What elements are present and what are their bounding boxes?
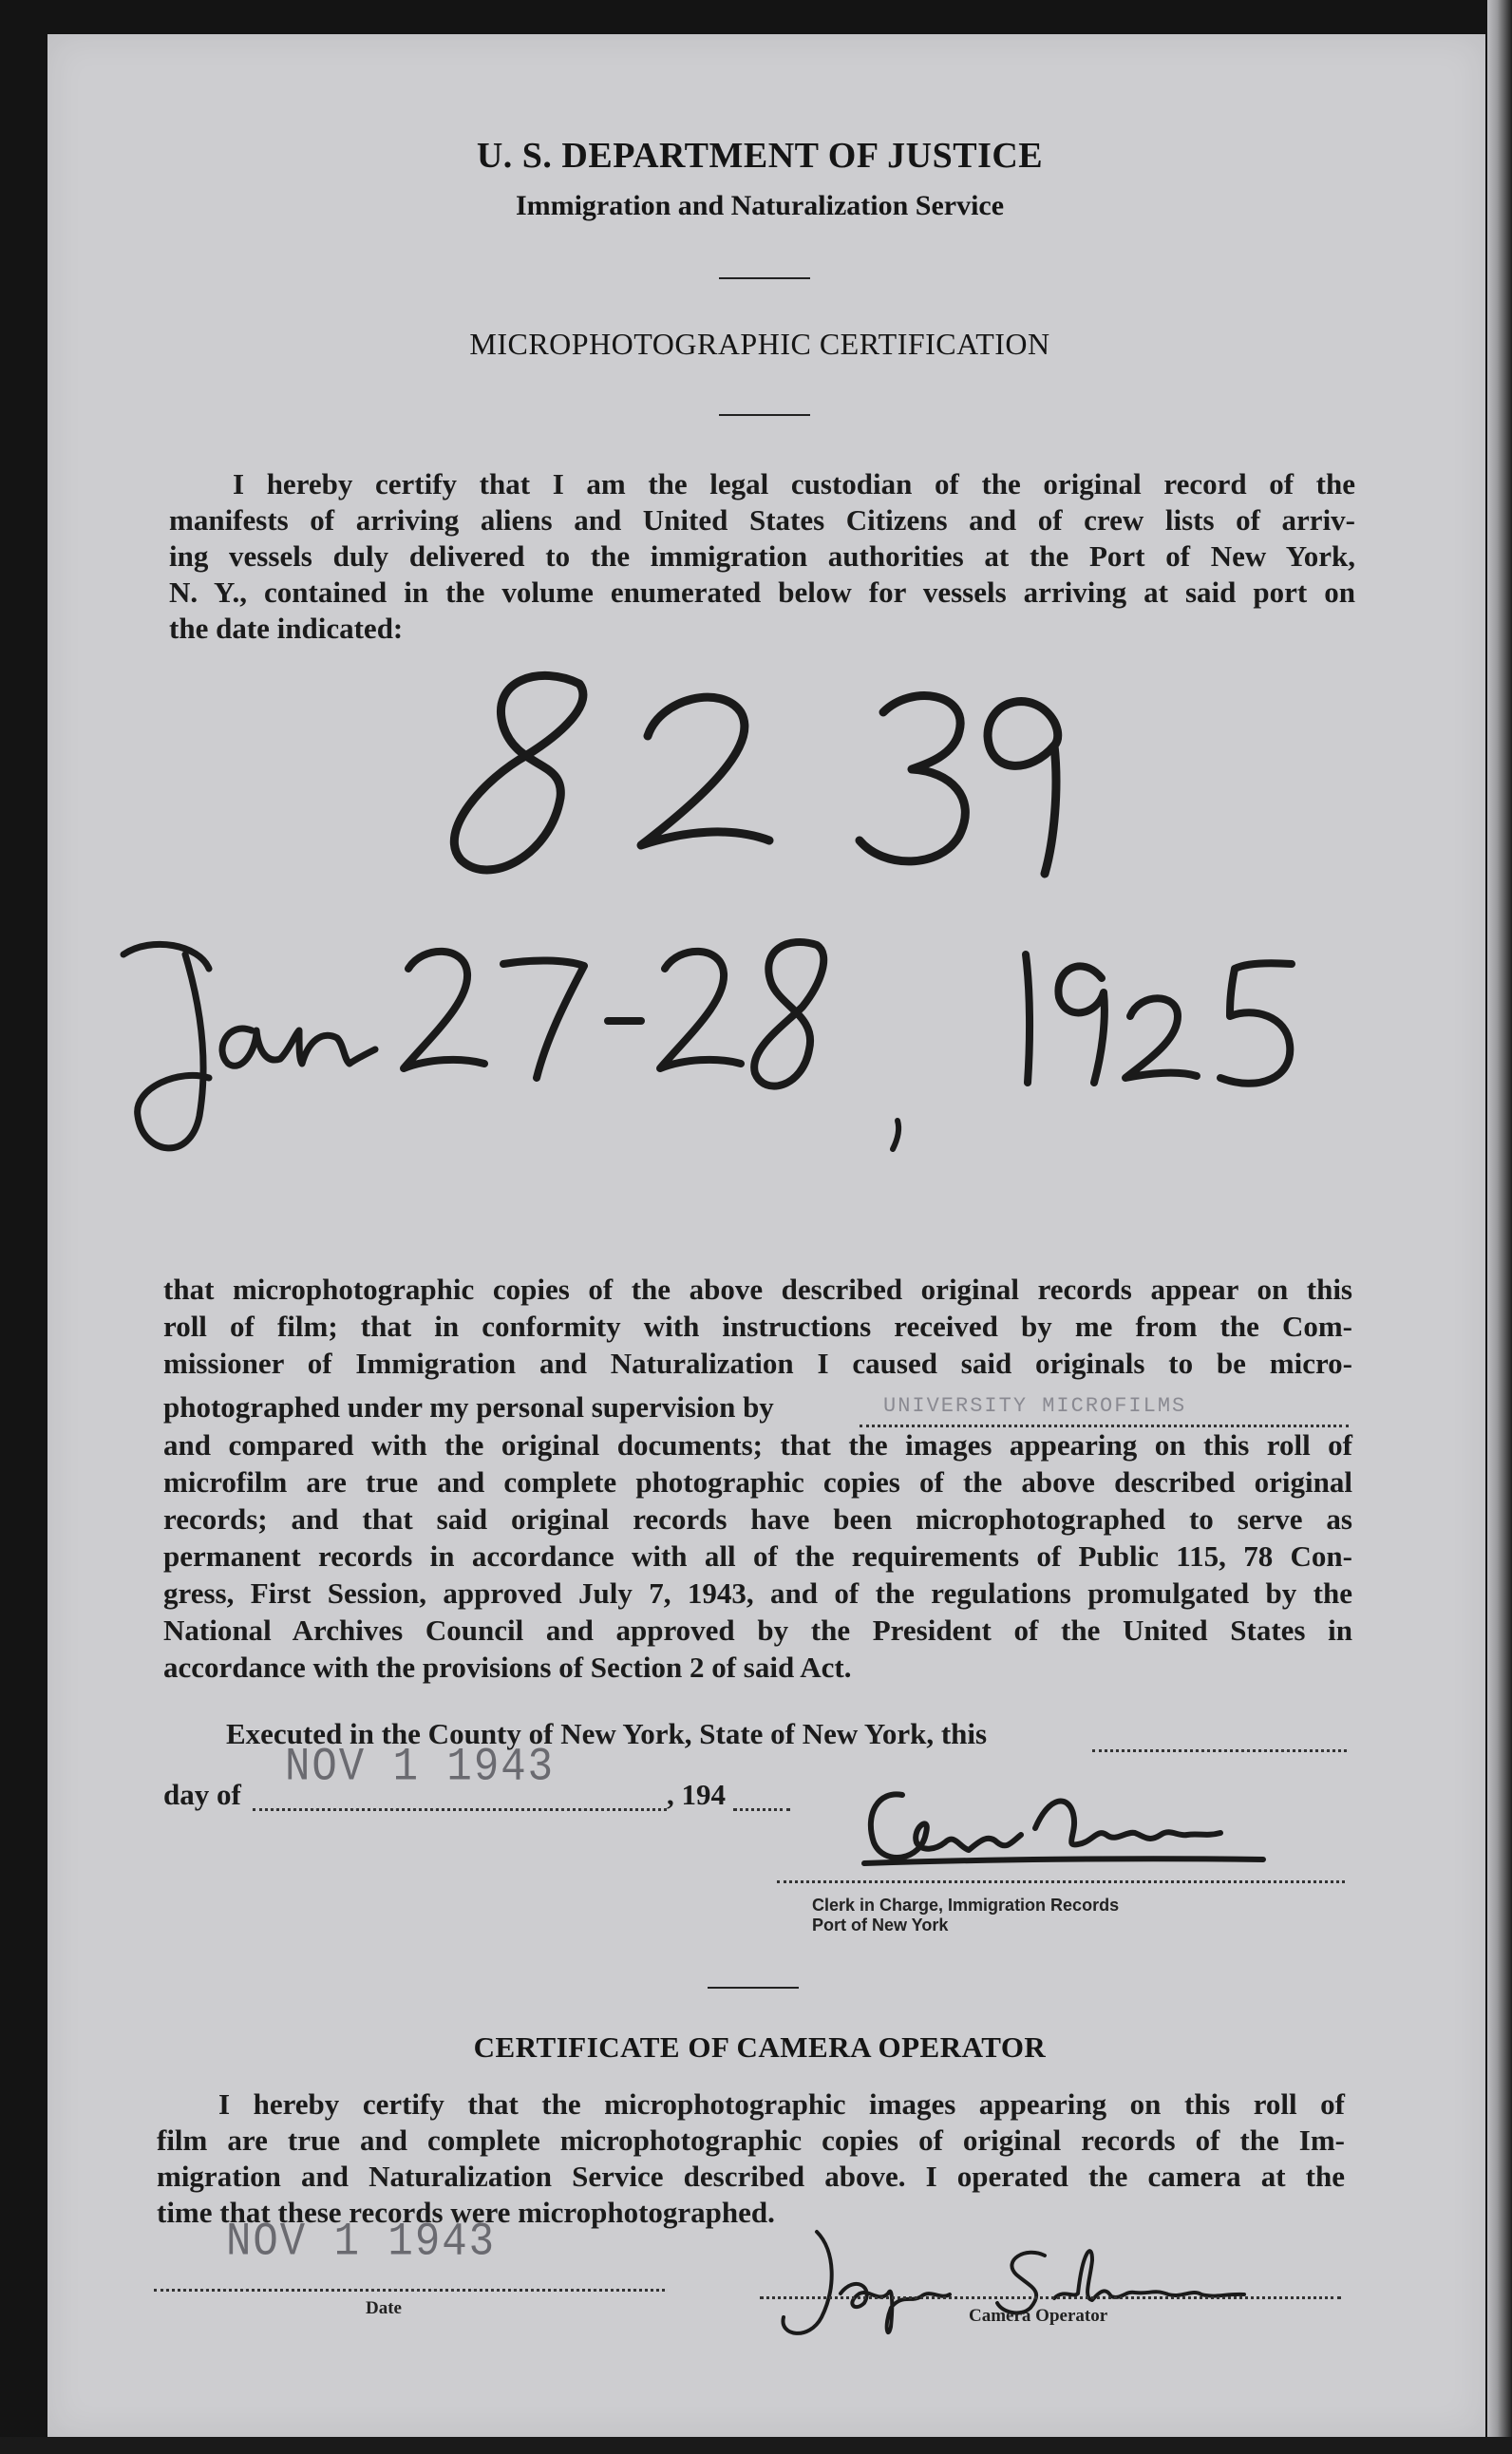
- film-edge-bottom: [0, 2437, 1512, 2454]
- body-line: roll of film; that in conformity with instructions received by me from the Com-: [163, 1310, 1352, 1343]
- operator-date-stamp: NOV 1 1943: [226, 2216, 497, 2269]
- section-rule: [708, 1987, 799, 1989]
- body-line: permanent records in accordance with all of the requirements of Public 115, 78 Con-: [163, 1539, 1352, 1573]
- body-line: gress, First Session, approved July 7, 1943, and of the regulations promulgated by the: [163, 1576, 1352, 1610]
- film-edge-right: [1487, 0, 1512, 2454]
- intro-line: manifests of arriving aliens and United States Citizens and of crew lists of arriv-: [169, 503, 1355, 537]
- header-rule-2: [719, 414, 810, 416]
- intro-line: the date indicated:: [169, 612, 404, 645]
- day-of-label: day of: [163, 1778, 241, 1811]
- intro-line: I hereby certify that I am the legal custodian of the original record of the: [233, 467, 1355, 500]
- clerk-signature-line: [777, 1880, 1345, 1883]
- operator-signature-text: [0, 0, 1, 1]
- operator-line: time that these records were microphotographed.: [157, 2196, 775, 2229]
- certification-title: MICROPHOTOGRAPHIC CERTIFICATION: [469, 327, 1050, 361]
- operator-line: film are true and complete microphotographic copies of original records of the Im-: [157, 2124, 1345, 2157]
- handwritten-date-text: [0, 0, 1, 1]
- body-line: and compared with the original documents; that the images appearing on this roll of: [163, 1428, 1352, 1462]
- body-line: National Archives Council and approved by the President of the United States in: [163, 1614, 1352, 1647]
- camera-operator-title: CERTIFICATE OF CAMERA OPERATOR: [473, 2030, 1047, 2064]
- handwritten-volume-number-text: [0, 0, 1, 1]
- body-line: records; and that said original records have been microphotographed to serve as: [163, 1502, 1352, 1536]
- supervisor-typed: UNIVERSITY MICROFILMS: [883, 1394, 1187, 1418]
- body-line: missioner of Immigration and Naturalization I caused said originals to be micro-: [163, 1347, 1352, 1380]
- date-label: Date: [366, 2298, 402, 2318]
- year-label: , 194: [667, 1778, 726, 1811]
- intro-line: N. Y., contained in the volume enumerated below for vessels arriving at said port on: [169, 576, 1355, 609]
- executed-line: Executed in the County of New York, State of New York, this: [226, 1717, 988, 1750]
- executed-day-fill-line: [1092, 1749, 1347, 1752]
- operator-line: I hereby certify that the microphotographic images appearing on this roll of: [218, 2087, 1345, 2121]
- department-heading: U. S. DEPARTMENT OF JUSTICE: [476, 136, 1044, 176]
- body-line: that microphotographic copies of the above described original records appear on this: [163, 1273, 1352, 1306]
- clerk-title-line-1: Clerk in Charge, Immigration Records: [812, 1896, 1120, 1915]
- body-line: accordance with the provisions of Section 2 of said Act.: [163, 1651, 852, 1684]
- operator-date-line: [154, 2289, 665, 2292]
- camera-operator-label: Camera Operator: [969, 2306, 1108, 2326]
- operator-line: migration and Naturalization Service described above. I operated the camera at the: [157, 2160, 1345, 2193]
- service-subheading: Immigration and Naturalization Service: [515, 190, 1005, 221]
- day-of-fill-line: [253, 1808, 667, 1811]
- intro-line: ing vessels duly delivered to the immigration authorities at the Port of New York,: [169, 539, 1355, 573]
- body-line: photographed under my personal supervision by: [163, 1390, 774, 1424]
- year-fill-line: [733, 1808, 790, 1811]
- header-rule-1: [719, 277, 810, 279]
- body-line: microfilm are true and complete photographic copies of the above described original: [163, 1465, 1352, 1499]
- clerk-title-line-2: Port of New York: [812, 1916, 949, 1935]
- clerk-signature-text: [0, 0, 1, 1]
- document-sheet: [47, 34, 1485, 2437]
- operator-signature-line: [760, 2296, 1341, 2299]
- executed-date-stamp: NOV 1 1943: [285, 1741, 556, 1794]
